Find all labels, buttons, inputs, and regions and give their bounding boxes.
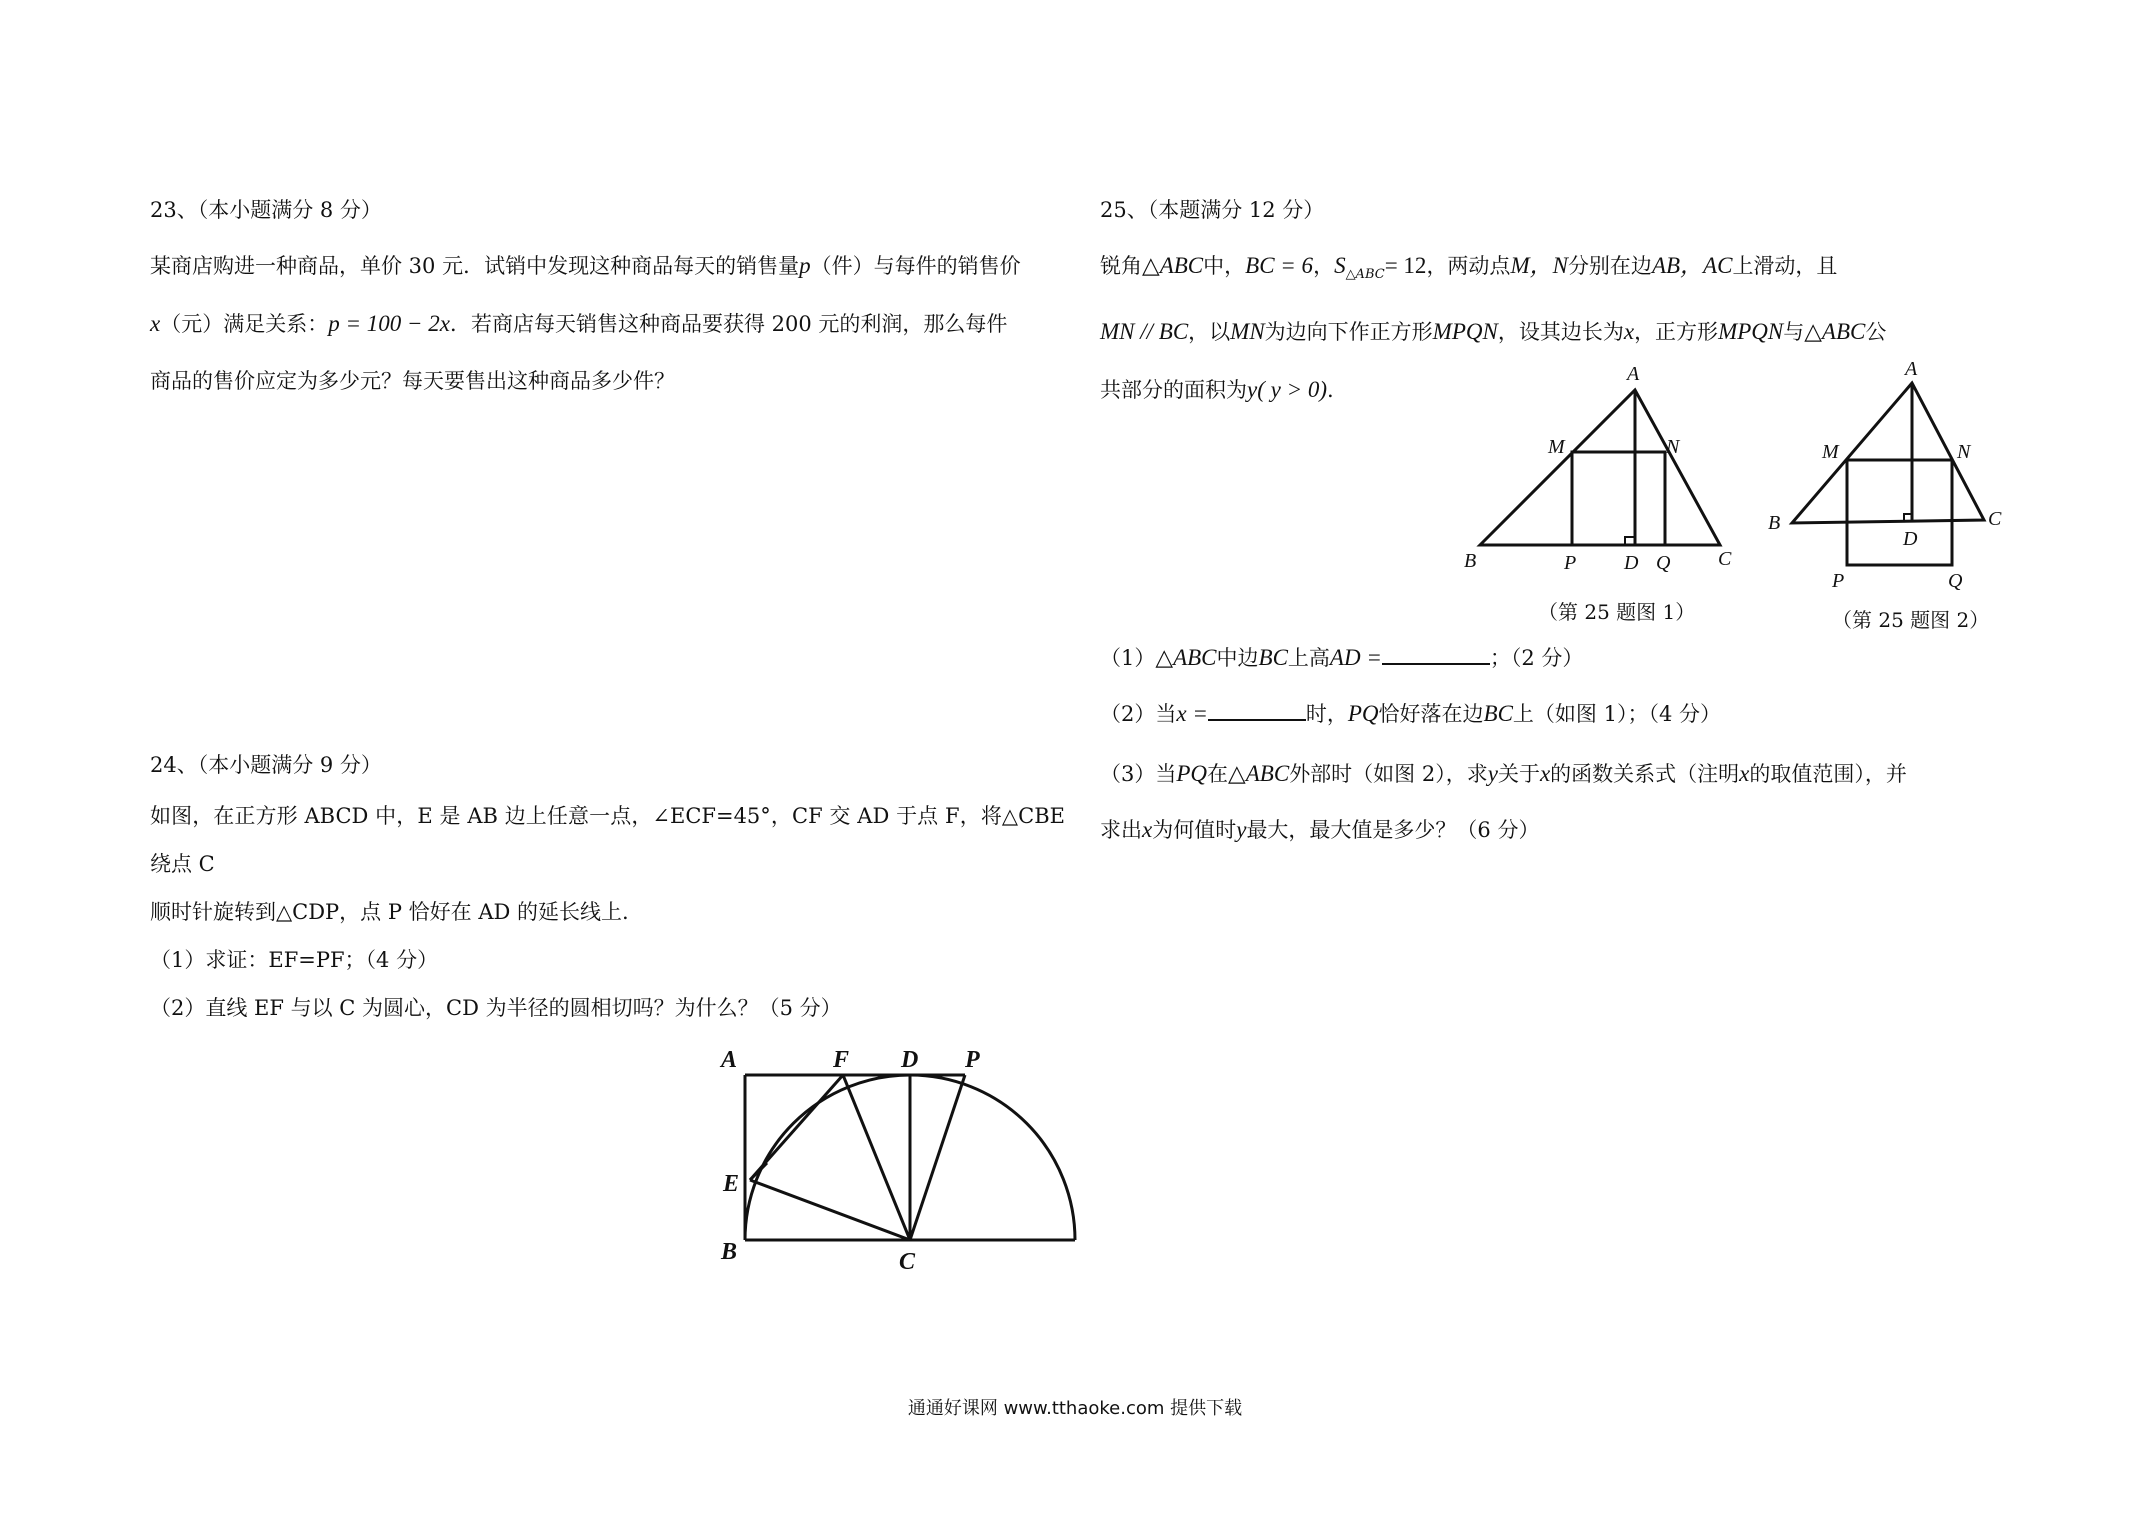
q23-text-2a: （元）满足关系： [160, 312, 329, 336]
q25-s2-c: 恰好落在边 [1378, 702, 1484, 726]
q25-s1-b: 中边 [1216, 646, 1259, 670]
q24-line-ce [750, 1180, 910, 1240]
q24-label-c: C [899, 1249, 916, 1275]
q25-s2-b: 时， [1305, 702, 1348, 726]
q25-s1-a: （1） [1100, 646, 1156, 670]
q25-l1-c: ， [1313, 254, 1335, 278]
q25-l2-a: ，以 [1188, 320, 1231, 344]
q25-s2-x: x = [1176, 701, 1208, 726]
q23-var-x: x [150, 311, 161, 336]
q25-l3-b: . [1327, 378, 1334, 402]
q25-fig1-label-n: N [1666, 436, 1680, 458]
q25-fig2-label-c: C [1988, 508, 2002, 530]
q25-s3-x: x [1539, 761, 1551, 786]
q25-s2-bc: BC [1483, 701, 1513, 726]
q24-label-a: A [721, 1047, 738, 1073]
q25-s3-tri: △ABC [1228, 761, 1290, 786]
q25-s3-a: （3）当 [1100, 762, 1177, 786]
q25-s2-pq: PQ [1347, 701, 1379, 726]
q25-figure-2 [1762, 355, 2022, 600]
q24-label-f: F [833, 1047, 850, 1073]
q24-line-cf [843, 1075, 910, 1240]
q24-label-p: P [965, 1047, 980, 1073]
q25-fig2-label-q: Q [1948, 570, 1963, 592]
q25-s3-b: 在 [1207, 762, 1229, 786]
q25-l1-sides: AB，AC [1651, 253, 1733, 278]
q25-s4-x: x [1142, 817, 1153, 842]
q25-s1-tri: △ABC [1155, 645, 1217, 670]
q25-s2-answer-blank[interactable] [1208, 715, 1306, 721]
q25-l1-f: 上滑动，且 [1732, 254, 1838, 278]
left-column [150, 195, 1065, 1020]
q25-fig2-label-p: P [1832, 570, 1845, 592]
q25-s4-c: 最大，最大值是多少？（6 分） [1246, 818, 1540, 842]
question-23-body [150, 237, 1065, 410]
q25-l1-s-val: = 12 [1384, 253, 1427, 278]
q25-l2-tri: △ABC [1804, 319, 1866, 344]
q25-l1-mn: M，N [1510, 253, 1568, 278]
q25-l2-c: ，设其边长为 [1497, 320, 1624, 344]
q25-sub-2 [1100, 686, 2020, 742]
q25-sub-3 [1100, 746, 2020, 858]
q24-text-3: （1）求证：EF=PF；（4 分） [150, 948, 439, 972]
q25-fig1-label-q: Q [1656, 552, 1671, 574]
q25-figure-2-caption: （第 25 题图 2） [1832, 608, 1990, 632]
q25-l2-sq: MPQN [1432, 319, 1498, 344]
question-24-title: 24、（本小题满分 9 分） [150, 753, 382, 777]
q25-fig2-label-m: M [1822, 441, 1839, 463]
q25-s3-y: y [1487, 761, 1498, 786]
question-23-title: 23、（本小题满分 8 分） [150, 198, 382, 222]
q25-sub-1 [1100, 630, 2020, 686]
q25-l1-d: ，两动点 [1426, 254, 1511, 278]
q25-s3-f: 的取值范围），并 [1749, 762, 1907, 786]
q25-l3-a: 共部分的面积为 [1100, 378, 1247, 402]
q25-s1-ad: AD = [1329, 645, 1382, 670]
q25-l1-b: 中， [1203, 254, 1246, 278]
q25-l2-x: x [1623, 319, 1635, 344]
q25-l2-b: 为边向下作正方形 [1264, 320, 1433, 344]
q25-fig1-label-d: D [1624, 552, 1639, 574]
question-25-title: 25、（本题满分 12 分） [1100, 198, 1325, 222]
q25-fig2-label-a: A [1905, 358, 1918, 380]
q24-label-b: B [721, 1239, 738, 1265]
q25-fig1-label-c: C [1718, 548, 1732, 570]
q23-text-2b: ．若商店每天销售这种商品要获得 200 元的利润，那么每件 [449, 312, 1008, 336]
q23-text-3: 商品的售价应定为多少元？每天要售出这种商品多少件？ [150, 369, 675, 393]
q23-formula: p = 100 − 2x [328, 311, 450, 336]
q24-text-1: 如图，在正方形 ABCD 中，E 是 AB 边上任意一点，∠ECF=45°，CF 交 AD 于点 F，将△CBE 绕点 C [150, 804, 1065, 876]
q24-line-cp [910, 1075, 965, 1240]
q25-s1-c: 上高 [1287, 646, 1330, 670]
q25-fig1-triangle [1480, 390, 1720, 545]
q25-s4-b: 为何值时 [1152, 818, 1237, 842]
footer-credit: 通通好课网 www.tthaoke.com 提供下载 [907, 1398, 1243, 1419]
q25-l1-s-sub: △ABC [1345, 267, 1385, 282]
q24-label-e: E [723, 1171, 740, 1197]
q25-l1-s: S [1334, 253, 1346, 278]
q25-l3-y: y( y > 0) [1247, 377, 1328, 402]
q25-l1-e: 分别在边 [1567, 254, 1652, 278]
q25-fig1-square [1572, 452, 1665, 545]
q25-figure-1-caption: （第 25 题图 1） [1538, 600, 1696, 624]
q25-l1-tri: △ABC [1142, 253, 1204, 278]
q24-figure [715, 1045, 1085, 1285]
q25-s2-d: 上（如图 1）；（4 分） [1512, 702, 1721, 726]
q25-l2-e: 与 [1783, 320, 1805, 344]
q25-l2-par: MN // BC [1100, 319, 1189, 344]
q25-l1-bc: BC = 6 [1245, 253, 1314, 278]
q23-var-p: p [799, 253, 811, 278]
q25-s4-a: 求出 [1100, 818, 1142, 842]
q25-subquestions [1100, 630, 2020, 858]
question-24-body [150, 792, 1065, 1032]
q25-s3-x2: x [1739, 761, 1750, 786]
q25-s3-e: 的函数关系式（注明 [1550, 762, 1740, 786]
q24-text-4: （2）直线 EF 与以 C 为圆心，CD 为半径的圆相切吗？为什么？（5 分） [150, 996, 842, 1020]
q25-fig1-label-m: M [1548, 436, 1565, 458]
q25-s2-a: （2）当 [1100, 702, 1177, 726]
q25-fig2-label-b: B [1768, 512, 1781, 534]
question-23 [150, 195, 1065, 410]
q25-fig2-square [1847, 460, 1952, 565]
q25-s3-pq: PQ [1176, 761, 1208, 786]
q25-figure-1 [1460, 360, 1740, 585]
q25-s1-answer-blank[interactable] [1382, 659, 1490, 665]
q25-fig1-label-b: B [1464, 550, 1477, 572]
q25-l2-sq2: MPQN [1718, 319, 1784, 344]
question-24 [150, 750, 1065, 1032]
q25-fig2-label-n: N [1957, 441, 1971, 463]
q23-text-1a: 某商店购进一种商品，单价 30 元．试销中发现这种商品每天的销售量 [150, 254, 800, 278]
q25-l1-a: 锐角 [1100, 254, 1142, 278]
q25-s1-bc: BC [1258, 645, 1288, 670]
q25-fig1-label-a: A [1627, 363, 1640, 385]
q25-s3-c: 外部时（如图 2），求 [1289, 762, 1488, 786]
q25-l2-d: ，正方形 [1634, 320, 1719, 344]
q25-fig2-triangle [1792, 383, 1984, 523]
q25-s3-d: 关于 [1497, 762, 1540, 786]
q24-text-2: 顺时针旋转到△CDP，点 P 恰好在 AD 的延长线上. [150, 900, 629, 924]
q23-text-1b: （件）与每件的销售价 [810, 254, 1021, 278]
q25-s4-y: y [1236, 817, 1247, 842]
q25-l2-mn: MN [1230, 319, 1265, 344]
q25-s1-d: ；（2 分） [1489, 646, 1584, 670]
q25-fig1-label-p: P [1564, 552, 1577, 574]
q25-fig2-label-d: D [1903, 528, 1918, 550]
q25-l2-f: 公 [1865, 320, 1887, 344]
q24-label-d: D [901, 1047, 919, 1073]
